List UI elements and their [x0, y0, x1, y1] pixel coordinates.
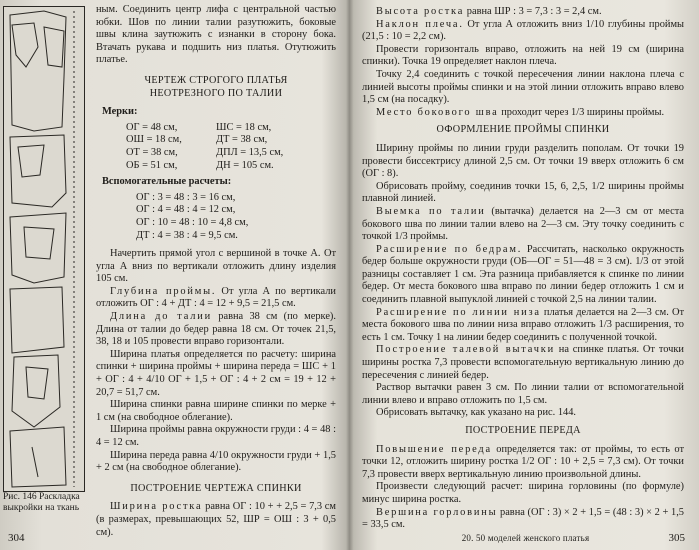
paragraph-body: проходит через 1/3 ширины проймы.: [498, 106, 665, 118]
paragraph-lead: Вершина горловины: [376, 506, 498, 518]
paragraph: Обрисовать вытачку, как указано на рис. 144.: [376, 407, 577, 419]
pattern-layout-drawing: [4, 7, 84, 491]
section-heading: ОФОРМЛЕНИЕ ПРОЙМЫ СПИНКИ: [436, 124, 610, 136]
paragraph: Ширина переда равна 4/10 окружности груди + 1,5 + 2 см (на свободное облегание).: [96, 449, 336, 474]
paragraph-body: равна ОГ : 10 + + 2,5 = 7,3 см (в размерах, превышающих 52, ШР = ОШ : 3 + 0,5 см).: [96, 501, 336, 538]
aux-calculations: [136, 192, 336, 242]
paragraph-body: От угла А по вертикали отложить ОГ : 4 + ДТ : 4 = 12 + 9,5 = 21,5 см.: [96, 285, 336, 310]
figure-caption: Рис. 146 Раскладка выкройки на ткань: [3, 492, 80, 513]
paragraph-lead: Высота ростка: [376, 6, 465, 17]
paragraph-lead: Глубина проймы.: [110, 285, 217, 297]
section-heading: ПОСТРОЕНИЕ ЧЕРТЕЖА СПИНКИ: [130, 482, 302, 494]
paragraph: Точку 2,4 соединить с точкой пересечения линии наклона плеча с линией высоты проймы спинки и на этой линии отложить вправо влево 1,5 см (на посадку).: [362, 68, 684, 106]
measure-item: ОШ = 18 см,: [126, 134, 182, 146]
paragraph: [362, 206, 684, 244]
paragraph: [362, 507, 684, 532]
paragraph: Ширина проймы равна окружности груди : 4 = 48 : 4 = 12 см.: [96, 424, 336, 448]
paragraph-body: От угла А отложить вниз 1/10 глубины проймы (21,5 : 10 = 2,2 см).: [362, 18, 685, 43]
heading-line-2: НЕОТРЕЗНОГО ПО ТАЛИИ: [149, 87, 283, 99]
paragraph: [96, 501, 336, 539]
paragraph-lead: Выемка по талии: [376, 205, 486, 217]
paragraph-body: платья делается на 2—3 см. От места бокового шва по линии низа вправо отложить 1/3 расширения, то есть 1 см. Точку 1 на линии бедер соединить с полученной точкой.: [362, 306, 684, 343]
right-page-text: [362, 6, 684, 532]
paragraph-lead: Ширина ростка: [110, 501, 203, 513]
paragraph-lead: Повышение переда: [376, 443, 492, 455]
measure-item: ШС = 18 см,: [216, 121, 272, 133]
paragraph-body: (вытачка) делается на 2—3 см от места бокового шва по линии талии влево на 2—3 см. Эту точку соединить с точкой 1/3 проймы.: [362, 205, 685, 243]
heading-line-1: ЧЕРТЕЖ СТРОГОГО ПЛАТЬЯ: [144, 74, 288, 86]
paragraph-lead: Наклон плеча.: [376, 18, 464, 30]
measure-item: ОТ = 38 см,: [126, 146, 178, 158]
aux-item: ОГ : 3 = 48 : 3 = 16 см,: [136, 191, 236, 203]
paragraph: Обрисовать пройму, соединив точки 15, 6, 2,5, 1/2 ширины проймы плавной линией.: [362, 180, 684, 205]
aux-title: Вспомогательные расчеты:: [102, 176, 232, 188]
left-page-text: [96, 4, 336, 539]
paragraph: Ширину проймы по линии груди разделить пополам. От точки 19 провести биссектрису длиной 2,5 см. От точки 19 вверх отложить 6 см (ОГ : 8).: [362, 142, 684, 180]
measures-title: Мерки:: [102, 106, 138, 118]
paragraph: [362, 344, 684, 382]
section-heading: [96, 75, 336, 100]
paragraph-body: равна 38 см (по мерке). Длина от талии до бедер равна 18 см. От точек 21,5, 38, 18 и 105 провести вправо горизонтали.: [96, 311, 336, 348]
aux-item: ОГ : 4 = 48 : 4 = 12 см,: [136, 204, 236, 216]
measure-item: ДН = 105 см.: [216, 159, 274, 171]
right-page: [352, 0, 699, 550]
measures-list: [126, 122, 336, 172]
page-number-left: 304: [8, 532, 25, 544]
paragraph: [362, 6, 684, 19]
page-number-right: 305: [668, 532, 685, 544]
paragraph: [96, 311, 336, 349]
paragraph-body: равна ШР : 3 = 7,3 : 3 = 2,4 см.: [464, 6, 602, 17]
paragraph-lead: Расширение по бедрам.: [376, 243, 523, 255]
paragraph: Произвести следующий расчет: ширина горловины (по формуле) минус ширина ростка.: [362, 481, 684, 505]
paragraph-lead: Расширение по линии низа: [376, 306, 541, 318]
paragraph-lead: Построение талевой вытачки: [376, 344, 555, 356]
measure-item: ОБ = 51 см,: [126, 159, 178, 171]
measure-item: ДТ = 38 см,: [216, 134, 268, 146]
intro-paragraph: ным. Соединить центр лифа с центральной частью юбки. Шов по линии талии разутюжить, боковые швы клина заутюжить с изнанки в сторону бока. Втачать рукава и подшить низ платья. Отутюжить платье.: [96, 4, 336, 66]
paragraph-lead: Место бокового шва: [376, 106, 499, 118]
pattern-layout-figure: [3, 6, 85, 492]
paragraph-body: Рассчитать, насколько окружность бедер больше окружности груди (ОБ—ОГ = 51—48 = 3 см). 1/3 от этой разницы составляет 1 см. Эта разница прибавляется к спинке по линии бедер. От места бокового шва вправо по линии бедер отложить 1 см и соединить плавной выпуклой линией с точкой 2,5 на линии талии.: [362, 243, 684, 306]
paragraph: [362, 307, 684, 345]
paragraph: [362, 19, 684, 44]
paragraph: Провести горизонталь вправо, отложить на ней 19 см (ширина спинки). Точка 19 определяет наклон плеча.: [362, 43, 684, 68]
paragraph-body: определяется так: от проймы, то есть от точки 12, отложить ширину ростка 1/2 ОГ : 10 + 2,5 = 7,3 см). От точки 7,3 провести вверх вертикальную линию произвольной длины.: [362, 443, 684, 480]
paragraph: [362, 444, 684, 482]
paragraph: Ширина платья определяется по расчету: ширина спинки + ширина проймы + ширина переда = ШС + 1 + ОГ : 4 + 4/10 ОГ + 1,5 + ОГ : 4 + 2 см = 19 + 12 + 20,7 = 51,7 см.: [96, 348, 336, 398]
left-page: [0, 0, 347, 550]
aux-item: ОГ : 10 = 48 : 10 = 4,8 см,: [136, 216, 249, 228]
paragraph: Начертить прямой угол с вершиной в точке А. От угла А вниз по вертикали отложить длину изделия 105 см.: [96, 248, 336, 285]
paragraph-body: равна (ОГ : 3) × 2 + 1,5 = (48 : 3) × 2 + 1,5 = 33,5 см.: [362, 506, 684, 531]
page-footer: 20. 50 моделей женского платья: [461, 533, 590, 543]
paragraph: [96, 286, 336, 311]
paragraph: [362, 244, 684, 307]
aux-item: ДТ : 4 = 38 : 4 = 9,5 см.: [136, 229, 238, 241]
paragraph-lead: Длина до талии: [110, 311, 212, 323]
paragraph: [362, 107, 684, 120]
paragraph: Ширина спинки равна ширине спинки по мерке + 1 см (на свободное облегание).: [96, 399, 336, 423]
section-heading: ПОСТРОЕНИЕ ПЕРЕДА: [465, 425, 581, 436]
measure-item: ДПЛ = 13,5 см,: [216, 146, 284, 158]
measure-item: ОГ = 48 см,: [126, 121, 178, 133]
paragraph-body: на спинке платья. От точки ширины ростка 7,3 провести вспомогательную вертикальную линию до пересечения с линией бедер.: [362, 344, 684, 381]
paragraph: Раствор вытачки равен 3 см. По линии талии от вспомогательной линии влево и вправо отложить по 1,5 см.: [362, 382, 684, 406]
